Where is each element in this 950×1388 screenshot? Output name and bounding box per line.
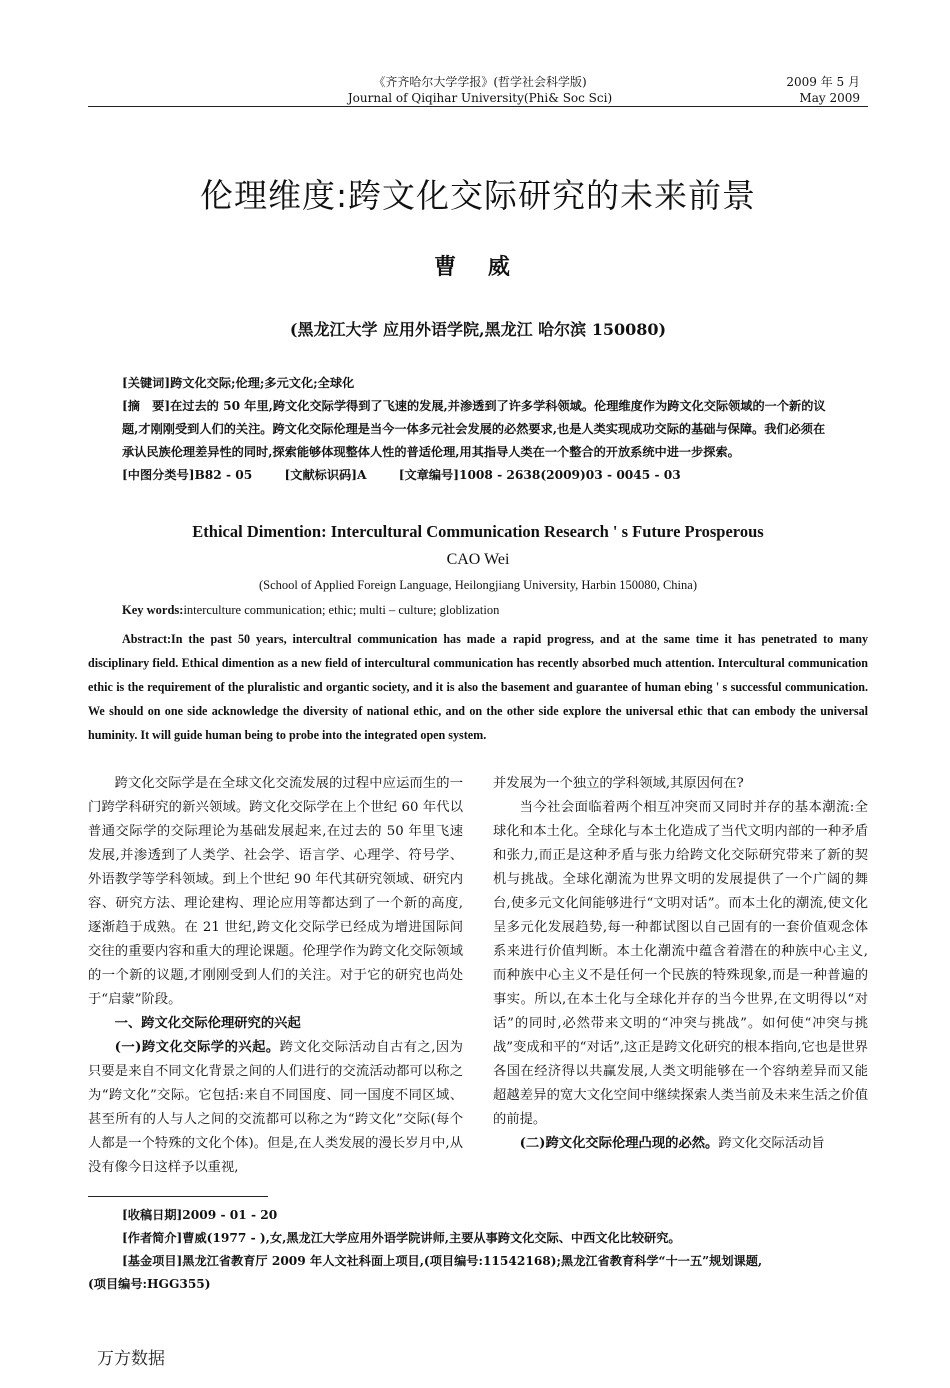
body-column-left: [88, 772, 463, 1180]
fund-info-continued: (项目编号:HGG355): [88, 1277, 211, 1291]
classification-line: [122, 464, 828, 487]
body-paragraph-text: 跨文化交际活动旨: [718, 1136, 825, 1151]
issue-date-en: May 2009: [799, 91, 860, 105]
body-column-right: [493, 772, 868, 1156]
fund-info: [基金项目]黑龙江省教育厅 2009 年人文社科面上项目,(项目编号:11542168);黑龙江省教育科学“十一五”规划课题,: [122, 1254, 763, 1268]
section-heading: 一、跨文化交际伦理研究的兴起: [114, 1016, 301, 1031]
body-paragraph: 当今社会面临着两个相互冲突而又同时并存的基本潮流:全球化和本土化。全球化与本土化造成了当代文明内部的一种矛盾和张力,而正是这种矛盾与张力给跨文化交际研究带来了新的契机与挑战。全球化潮流为世界文明的发展提供了一个广阔的舞台,使多元文化间能够进行“文明对话”。而本土化的潮流,使文化呈多元化发展趋势,每一种都试图以自己固有的一套价值观念体系来进行价值判断。本土化潮流中蕴含着潜在的种族中心主义,而种族中心主义不是任何一个民族的特殊现象,而是一种普遍的事实。所以,在本土化与全球化并存的当今世界,在文明得以“对话”的同时,必然带来文明的“冲突与挑战”。如何使“冲突与挑战”变成和平的“对话”,这正是跨文化研究的根本指向,它也是世界各国在经济得以共赢发展,人类文明能够在一个容纳差异而又能超越差异的宽大文化空间中继续探索人类当前及未来生活之价值的前提。: [493, 800, 868, 1127]
abstract-block-cn: [122, 372, 828, 487]
affiliation-en: (School of Applied Foreign Language, Heilongjiang University, Harbin 150080, China): [258, 578, 697, 592]
keywords-label-en: Key words:: [122, 603, 184, 617]
subsection-heading: (一)跨文化交际学的兴起。: [114, 1040, 280, 1055]
paper-title-en: Ethical Dimention: Intercultural Communication Research ' s Future Prosperous: [192, 522, 764, 541]
clc-number: [中图分类号]B82 - 05: [122, 468, 253, 482]
author-name-cn: 曹 威: [434, 254, 522, 280]
footnote-divider: [88, 1196, 268, 1197]
abstract-text-cn: 在过去的 50 年里,跨文化交际学得到了飞速的发展,并渗透到了许多学科领域。伦理维度作为跨文化交际领域的一个新的议题,才刚刚受到人们的关注。跨文化交际伦理是当今一体多元社会发展的必然要求,也是人类实现成功交际的基础与保障。我们必须在承认民族伦理差异性的同时,探索能够体现整体人性的普适伦理,用其指导人类在一个整合的开放系统中进一步探索。: [122, 399, 826, 459]
article-number: [文章编号]1008 - 2638(2009)03 - 0045 - 03: [398, 468, 681, 482]
author-bio: [作者简介]曹威(1977 - ),女,黑龙江大学应用外语学院讲师,主要从事跨文化交际、中西文化比较研究。: [122, 1231, 681, 1245]
keywords-cn: [122, 372, 828, 395]
abstract-cn: [122, 395, 828, 464]
body-paragraph: [88, 1036, 463, 1180]
abstract-text-en: In the past 50 years, intercultral communication has made a rapid progress, and at the same time it has penetrated to many disciplinary field. Ethical dimention as a new field of intercultural communication has recently absorbed much attention. Intercultural communication ethic is the requirement of the pluralistic and organtic society, and it is also the basement and guarantee of human ebing ' s successful communication. We should on one side acknowledge the diversity of national ethic, and on the other side explore the universal ethic that can embody the universal huminity. It will guide human being to probe into the integrated open system.: [88, 632, 868, 742]
subsection-heading: (二)跨文化交际伦理凸现的必然。: [519, 1136, 719, 1151]
document-code: [文献标识码]A: [284, 468, 367, 482]
footnotes: [88, 1204, 868, 1296]
keywords-label-cn: [关键词]: [122, 376, 171, 390]
abstract-en: [88, 627, 868, 747]
journal-name-cn: 《齐齐哈尔大学学报》(哲学社会科学版): [373, 75, 587, 89]
keywords-en: [122, 603, 868, 618]
header-divider: [88, 106, 868, 107]
body-paragraph-text: 跨文化交际活动自古有之,因为只要是来自不同文化背景之间的人们进行的交流活动都可以称之为“跨文化”交际。它包括:来自不同国度、同一国度不同区域、甚至所有的人与人之间的交流都可以称之为“跨文化”交际(每个人都是一个特殊的文化个体)。但是,在人类发展的漫长岁月中,从没有像今日这样予以重视,: [88, 1040, 463, 1175]
paper-title-cn: 伦理维度:跨文化交际研究的未来前景: [199, 176, 757, 215]
abstract-label-en: Abstract:: [122, 632, 172, 646]
author-name-en: CAO Wei: [446, 551, 510, 568]
body-paragraph: 跨文化交际学是在全球文化交流发展的过程中应运而生的一门跨学科研究的新兴领域。跨文化交际学在上个世纪 60 年代以普通交际学的交际理论为基础发展起来,在过去的 50 年里飞速发展,并渗透到了人类学、社会学、语言学、心理学、符号学、外语教学等学科领域。到上个世纪 90 年代其研究领域、研究内容、研究方法、理论建构、理论应用等都达到了一个新的高度,逐渐趋于成熟。在 21 世纪,跨文化交际学已经成为增进国际间交往的重要内容和重大的理论课题。伦理学作为跨文化交际领域的一个新的议题,才刚刚受到人们的关注。对于它的研究也尚处于“启蒙”阶段。: [88, 776, 463, 1007]
issue-date: [760, 74, 860, 106]
body-paragraph: [493, 1132, 868, 1156]
received-date: [收稿日期]2009 - 01 - 20: [122, 1208, 278, 1222]
journal-name-en: Journal of Qiqihar University(Phi& Soc Sci): [347, 91, 613, 105]
body-paragraph-continued: 并发展为一个独立的学科领域,其原因何在?: [493, 776, 744, 791]
issue-date-cn: 2009 年 5 月: [786, 75, 860, 89]
abstract-label-cn: [摘 要]: [122, 399, 171, 413]
keywords-text-en: interculture communication; ethic; multi – culture; globlization: [183, 603, 500, 617]
keywords-text-cn: 跨文化交际;伦理;多元文化;全球化: [170, 376, 355, 390]
journal-header: [250, 74, 710, 106]
affiliation-cn: (黑龙江大学 应用外语学院,黑龙江 哈尔滨 150080): [289, 320, 667, 339]
watermark: 万方数据: [97, 1349, 165, 1369]
